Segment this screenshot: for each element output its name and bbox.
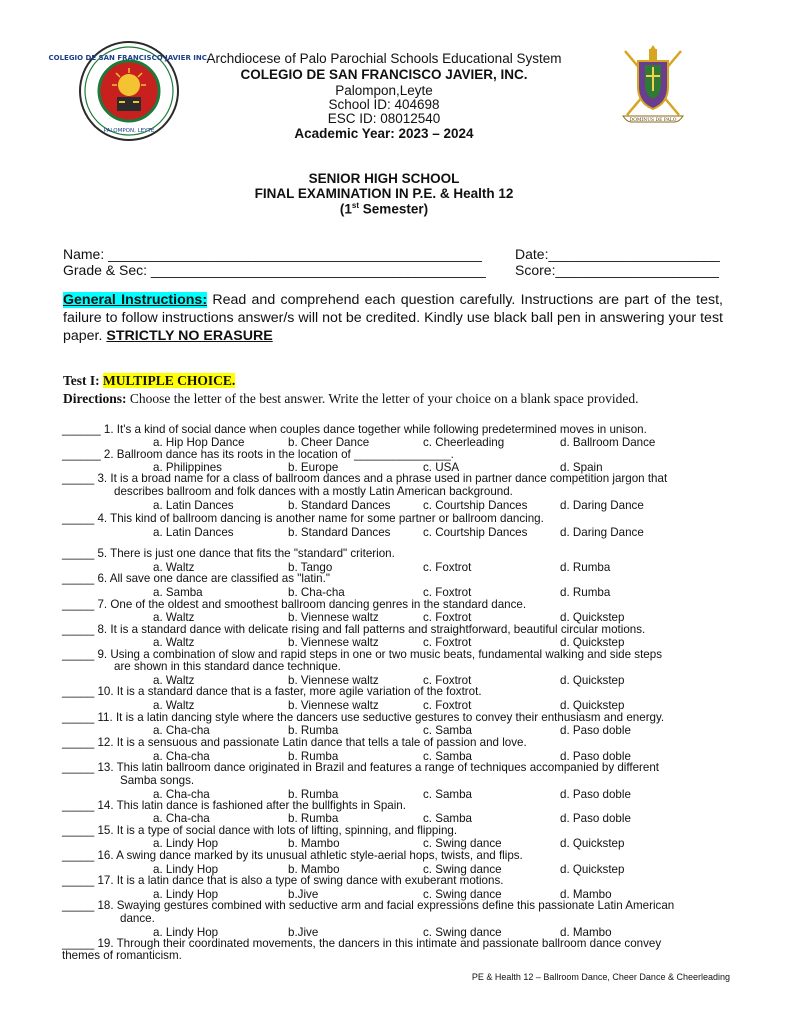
question-2-stem: ______ 2. Ballroom dance has its roots in the location of _______________. [62, 448, 454, 461]
instructions-text: Read and comprehend each question carefully. Instructions are part of the test, failure to follow instructions answer/s will not be credited. Kindly use black ball pen in answering your test paper. [63, 292, 723, 344]
question-16-choice-b: b. Mambo [288, 863, 340, 876]
question-7-choice-b: b. Viennese waltz [288, 611, 379, 624]
question-5-choice-d: d. Rumba [560, 561, 611, 574]
question-6-choice-c: c. Foxtrot [423, 586, 472, 599]
question-2-choice-c: c. USA [423, 461, 460, 474]
grade-section-field[interactable]: Grade & Sec: ___________________________________________ [63, 262, 486, 278]
diocese-line: Archdiocese of Palo Parochial Schools Educational System [206, 51, 562, 66]
school-location: Palompon,Leyte [335, 83, 433, 98]
score-field[interactable]: Score:_____________________ [515, 262, 719, 278]
test-heading [63, 373, 235, 389]
date-field[interactable]: Date:______________________ [515, 246, 720, 262]
question-9-choice-c: c. Foxtrot [423, 674, 472, 687]
question-5-stem: _____ 5. There is just one dance that fits the "standard" criterion. [62, 547, 395, 560]
question-17-stem: _____ 17. It is a latin dance that is also a type of swing dance with exuberant motions. [62, 874, 504, 887]
question-1-choice-b: b. Cheer Dance [288, 436, 370, 449]
question-8-choice-c: c. Foxtrot [423, 636, 472, 649]
question-15-choice-c: c. Swing dance [423, 837, 502, 850]
exam-title: FINAL EXAMINATION IN P.E. & Health 12 [254, 186, 514, 201]
question-8-choice-b: b. Viennese waltz [288, 636, 379, 649]
exam-semester: (1st Semester) [339, 201, 429, 217]
question-4-choice-d: d. Daring Dance [560, 526, 644, 539]
question-17-choice-c: c. Swing dance [423, 888, 502, 901]
question-18-stem-continued: dance. [120, 912, 155, 925]
question-12-choice-d: d. Paso doble [560, 750, 631, 763]
page-footer: PE & Health 12 – Ballroom Dance, Cheer Dance & Cheerleading [471, 972, 730, 982]
question-18-stem: _____ 18. Swaying gestures combined with seductive arm and facial expressions define this passionate Latin American [62, 899, 675, 912]
question-7-choice-c: c. Foxtrot [423, 611, 472, 624]
question-15-choice-a: a. Lindy Hop [153, 837, 219, 850]
school-name: COLEGIO DE SAN FRANCISCO JAVIER, INC. [240, 67, 528, 82]
question-6-choice-b: b. Cha-cha [288, 586, 345, 599]
school-id: School ID: 404698 [328, 97, 440, 112]
question-5-choice-a: a. Waltz [153, 561, 195, 574]
question-18-choice-c: c. Swing dance [423, 926, 502, 939]
question-2-choice-a: a. Philippines [153, 461, 222, 474]
question-17-choice-a: a. Lindy Hop [153, 888, 219, 901]
question-1-choice-d: d. Ballroom Dance [560, 436, 656, 449]
question-12-stem: _____ 12. It is a sensuous and passionate Latin dance that tells a tale of passion and love. [62, 736, 527, 749]
question-14-choice-d: d. Paso doble [560, 812, 631, 825]
question-18-choice-d: d. Mambo [560, 926, 612, 939]
question-15-choice-b: b. Mambo [288, 837, 340, 850]
question-11-choice-a: a. Cha-cha [153, 724, 210, 737]
question-15-choice-d: d. Quickstep [560, 837, 625, 850]
question-7-choice-a: a. Waltz [153, 611, 195, 624]
esc-id: ESC ID: 08012540 [327, 111, 441, 126]
question-7-stem: _____ 7. One of the oldest and smoothest ballroom dancing genres in the standard dance. [62, 598, 527, 611]
question-16-choice-d: d. Quickstep [560, 863, 625, 876]
question-13-stem-continued: Samba songs. [120, 774, 195, 787]
question-17-choice-b: b.Jive [288, 888, 319, 901]
question-14-choice-c: c. Samba [423, 812, 472, 825]
question-10-stem: _____ 10. It is a standard dance that is a faster, more agile variation of the foxtrot. [62, 685, 482, 698]
question-4-choice-b: b. Standard Dances [288, 526, 391, 539]
question-3-stem: _____ 3. It is a broad name for a class of ballroom dances and a phrase used in partner dance competition jargon that [62, 472, 668, 485]
question-1-stem: ______ 1. It's a kind of social dance when couples dance together while following predetermined moves in unison. [62, 423, 647, 436]
question-3-choice-d: d. Daring Dance [560, 499, 644, 512]
instructions-emphasis: STRICTLY NO ERASURE [106, 328, 273, 344]
name-field[interactable]: Name: ________________________________________________ [63, 246, 482, 262]
question-14-choice-a: a. Cha-cha [153, 812, 210, 825]
question-1-choice-c: c. Cheerleading [423, 436, 505, 449]
question-10-choice-a: a. Waltz [153, 699, 195, 712]
question-15-stem: _____ 15. It is a type of social dance with lots of lifting, spinning, and flipping. [62, 824, 458, 837]
crest-banner-text: DOMINUS DE PALO [629, 118, 677, 123]
question-18-choice-a: a. Lindy Hop [153, 926, 219, 939]
question-11-choice-c: c. Samba [423, 724, 472, 737]
question-16-stem: _____ 16. A swing dance marked by its unusual athletic style-aerial hops, twists, and flips. [62, 849, 523, 862]
logo-text: COLEGIO DE SAN FRANCISCO JAVIER INC. [48, 54, 210, 62]
question-19-stem: _____ 19. Through their coordinated movements, the dancers in this intimate and passionate ballroom dance convey [62, 937, 662, 950]
instructions-label: General Instructions: [63, 292, 208, 308]
question-11-stem: _____ 11. It is a latin dancing style where the dancers use seductive gestures to convey their enthusiasm and energy. [62, 711, 665, 724]
question-3-choice-c: c. Courtship Dances [423, 499, 528, 512]
question-4-choice-c: c. Courtship Dances [423, 526, 528, 539]
question-12-choice-a: a. Cha-cha [153, 750, 210, 763]
question-13-choice-b: b. Rumba [288, 788, 339, 801]
question-8-choice-a: a. Waltz [153, 636, 195, 649]
question-13-choice-d: d. Paso doble [560, 788, 631, 801]
general-instructions [63, 291, 723, 345]
question-6-choice-d: d. Rumba [560, 586, 611, 599]
question-10-choice-b: b. Viennese waltz [288, 699, 379, 712]
question-9-stem-continued: are shown in this standard dance technique. [114, 660, 341, 673]
question-9-choice-b: b. Viennese waltz [288, 674, 379, 687]
question-14-choice-b: b. Rumba [288, 812, 339, 825]
test-label: Test I: [63, 373, 104, 388]
question-3-stem-continued: describes ballroom and folk dances with a mostly Latin American background. [114, 485, 513, 498]
test-title: MULTIPLE CHOICE. [103, 373, 236, 388]
exam-level: SENIOR HIGH SCHOOL [308, 171, 460, 186]
logo-bottom-text: PALOMPON, LEYTE [103, 128, 155, 134]
question-10-choice-c: c. Foxtrot [423, 699, 472, 712]
question-11-choice-b: b. Rumba [288, 724, 339, 737]
question-8-choice-d: d. Quickstep [560, 636, 625, 649]
question-9-stem: _____ 9. Using a combination of slow and rapid steps in one or two music beats, fundamental walking and side steps [62, 648, 663, 661]
question-5-choice-b: b. Tango [288, 561, 333, 574]
question-16-choice-a: a. Lindy Hop [153, 863, 219, 876]
question-12-choice-b: b. Rumba [288, 750, 339, 763]
question-10-choice-d: d. Quickstep [560, 699, 625, 712]
question-17-choice-d: d. Mambo [560, 888, 612, 901]
question-12-choice-c: c. Samba [423, 750, 472, 763]
question-6-choice-a: a. Samba [153, 586, 203, 599]
question-3-choice-b: b. Standard Dances [288, 499, 391, 512]
question-8-stem: _____ 8. It is a standard dance with delicate rising and fall patterns and straightforward, beautiful circular motions. [62, 623, 646, 636]
question-14-stem: _____ 14. This latin dance is fashioned after the bullfights in Spain. [62, 799, 406, 812]
question-13-stem: _____ 13. This latin ballroom dance originated in Brazil and features a range of techniques accompanied by different [62, 761, 660, 774]
question-4-stem: _____ 4. This kind of ballroom dancing is another name for some partner or ballroom dancing. [62, 512, 544, 525]
question-13-choice-a: a. Cha-cha [153, 788, 210, 801]
question-2-choice-d: d. Spain [560, 461, 603, 474]
question-3-choice-a: a. Latin Dances [153, 499, 234, 512]
question-9-choice-a: a. Waltz [153, 674, 195, 687]
question-4-choice-a: a. Latin Dances [153, 526, 234, 539]
question-11-choice-d: d. Paso doble [560, 724, 631, 737]
question-13-choice-c: c. Samba [423, 788, 472, 801]
question-1-choice-a: a. Hip Hop Dance [153, 436, 245, 449]
question-16-choice-c: c. Swing dance [423, 863, 502, 876]
question-18-choice-b: b.Jive [288, 926, 319, 939]
question-7-choice-d: d. Quickstep [560, 611, 625, 624]
question-2-choice-b: b. Europe [288, 461, 339, 474]
question-19-stem-continued: themes of romanticism. [62, 949, 182, 962]
test-directions: Directions: Choose the letter of the best answer. Write the letter of your choice on a blank space provided. [63, 391, 639, 406]
question-5-choice-c: c. Foxtrot [423, 561, 472, 574]
question-6-stem: _____ 6. All save one dance are classified as "latin." [62, 572, 330, 585]
question-9-choice-d: d. Quickstep [560, 674, 625, 687]
academic-year: Academic Year: 2023 – 2024 [294, 126, 474, 141]
